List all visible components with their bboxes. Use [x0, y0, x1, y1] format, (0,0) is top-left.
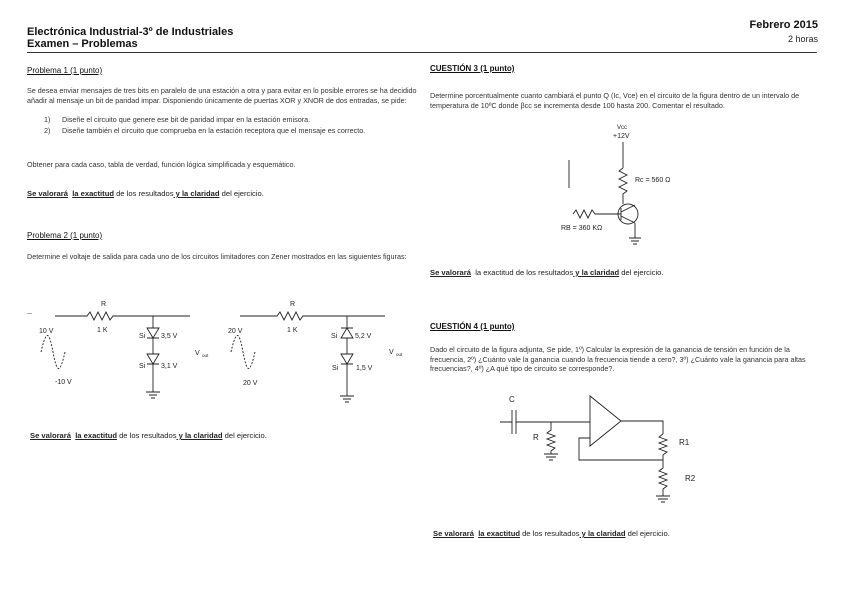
c4-c-label: C	[509, 395, 515, 404]
c2-d2-mat: Si	[332, 365, 339, 372]
c4-r1-label: R1	[679, 438, 690, 447]
c1-r-label: R	[101, 301, 107, 308]
eval-note-c3: Se valorará la exactitud de los resultados y la claridad del ejercicio.	[430, 268, 664, 277]
c1-input-label: —	[27, 311, 32, 317]
problem-2-text: Determine el voltaje de salida para cada uno de los circuitos limitadores con Zener mostrados en las siguientes figuras:	[27, 252, 407, 261]
cuestion-3-text: Determine porcentualmente cuanto cambiará el punto Q (Ic, Vce) en el circuito de la figura dentro de un intervalo de temperatura de 10ºC donde βcc se incrementa desde 100 hasta 200. Comentar el resultado.	[430, 91, 800, 110]
vcc-label: Vcc	[617, 125, 628, 131]
c1-d1-v: 3,5 V	[161, 333, 178, 340]
c1-r-value: 1 K	[97, 327, 108, 334]
eval-note-c4: Se valorará la exactitud de los resultados y la claridad del ejercicio.	[433, 529, 670, 538]
exam-duration: 2 horas	[787, 34, 818, 44]
rc-label: Rc = 560 Ω	[635, 177, 671, 184]
problem-1-closing: Obtener para cada caso, tabla de verdad, función lógica simplificada y esquemático.	[27, 160, 296, 169]
c2-vin-neg: 20 V	[243, 380, 258, 387]
eval-note-p1: Se valorará la exactitud de los resultados y la claridad del ejercicio.	[27, 189, 264, 198]
eval-note-p2: Se valorará la exactitud de los resultados y la claridad del ejercicio.	[30, 431, 267, 440]
c2-d1-mat: Si	[331, 333, 338, 340]
bjt-bias-circuit	[555, 120, 685, 255]
problem-1-item2: Diseñe también el circuito que comprueba en la estación receptora que el mensaje es correcto.	[62, 126, 366, 135]
cuestion-4-text: Dado el circuito de la figura adjunta, Se pide, 1º) Calcular la expresión de la ganancia de tensión en función de la frecuencia, 2º) ¿Cuánto vale la ganancia cuando la frecuencia tiende a cero?, 3º) ¿Cuánto vale la ganancia para altas frecuencias?, 4º) ¿A qué tipo de circuito se corresponde?.	[430, 345, 806, 374]
c2-vin-pos: 20 V	[228, 328, 243, 335]
c2-vout-sub: out	[396, 352, 403, 357]
c2-r-value: 1 K	[287, 327, 298, 334]
c1-vin-neg: -10 V	[55, 379, 72, 386]
vcc-value: +12V	[613, 133, 630, 140]
rb-label: RB = 360 KΩ	[561, 225, 603, 232]
problem-1-title: Problema 1 (1 punto)	[27, 66, 103, 75]
problem-1-text: Se desea enviar mensajes de tres bits en paralelo de una estación a otra y para evitar en lo posible errores se ha decidido añadir al mensaje un bit de paridad impar. Disponiendo únicamente de puertas XOR y XNOR de dos entradas, se pide:	[27, 86, 417, 105]
header-divider	[27, 52, 817, 53]
c1-vin-pos: 10 V	[39, 328, 54, 335]
c2-d2-v: 1,5 V	[356, 365, 373, 372]
problem-2-title: Problema 2 (1 punto)	[27, 231, 103, 240]
c2-d1-v: 5,2 V	[355, 333, 372, 340]
cuestion-3-title: CUESTIÓN 3 (1 punto)	[430, 64, 515, 73]
c4-r-label: R	[533, 433, 539, 442]
problem-1-item1: Diseñe el circuito que genere ese bit de paridad impar en la estación emisora.	[62, 115, 311, 124]
c1-vout: V	[195, 350, 200, 357]
problem-1-item2-num: 2)	[44, 126, 51, 135]
c1-d2-v: 3,1 V	[161, 363, 178, 370]
exam-date: Febrero 2015	[749, 19, 818, 31]
opamp-circuit	[495, 388, 725, 513]
c1-d2-mat: Si	[139, 363, 146, 370]
c1-d1-mat: Si	[139, 333, 146, 340]
problem-1-item1-num: 1)	[44, 115, 51, 124]
exam-title: Examen – Problemas	[27, 38, 138, 50]
c2-r-label: R	[290, 301, 296, 308]
c1-vout-sub: out	[202, 353, 209, 358]
course-title: Electrónica Industrial-3º de Industriales	[27, 26, 234, 38]
zener-limiter-circuits	[25, 292, 420, 417]
c4-r2-label: R2	[685, 474, 696, 483]
cuestion-4-title: CUESTIÓN 4 (1 punto)	[430, 322, 515, 331]
c2-vout: V	[389, 349, 394, 356]
